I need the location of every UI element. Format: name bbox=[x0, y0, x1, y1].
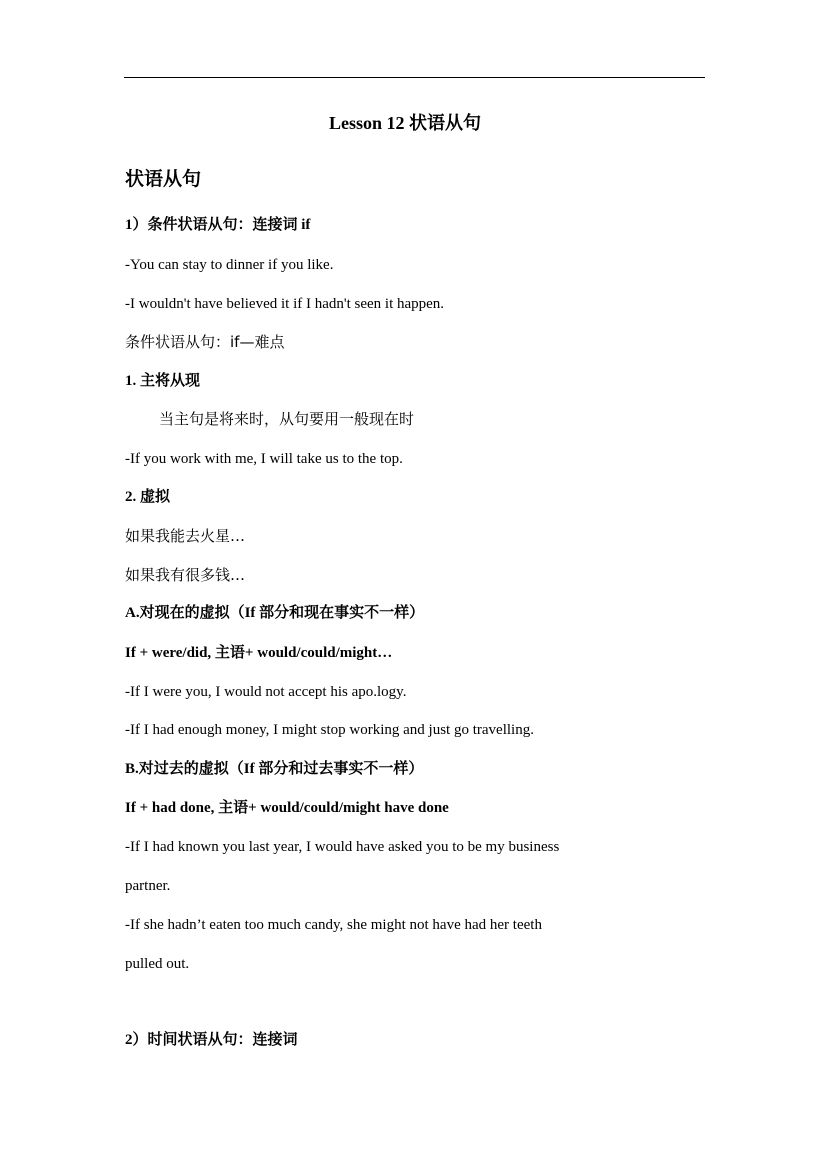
document-title: Lesson 12 状语从句 bbox=[328, 113, 481, 133]
present-subjunctive-heading: A.对现在的虚拟（If 部分和现在事实不一样） bbox=[125, 605, 425, 621]
point2-heading: 2. 虚拟 bbox=[125, 489, 171, 505]
chinese-line: 如果我能去火星… bbox=[125, 527, 246, 545]
point1-explanation: 当主句是将来时，从句要用一般现在时 bbox=[159, 410, 415, 428]
header-rule bbox=[124, 77, 705, 78]
example-line: -You can stay to dinner if you like. bbox=[125, 257, 334, 273]
example-line: -I wouldn't have believed it if I hadn't seen it happen. bbox=[125, 296, 445, 312]
example-line: partner. bbox=[125, 878, 171, 894]
example-line: pulled out. bbox=[125, 956, 190, 972]
example-line: -If she hadn’t eaten too much candy, she might not have had her teeth bbox=[125, 917, 542, 933]
past-subjunctive-heading: B.对过去的虚拟（If 部分和过去事实不一样） bbox=[125, 761, 424, 777]
past-subjunctive-formula: If + had done, 主语+ would/could/might have done bbox=[125, 800, 449, 816]
example-line: -If you work with me, I will take us to the top. bbox=[125, 451, 403, 467]
present-subjunctive-formula: If + were/did, 主语+ would/could/might… bbox=[125, 645, 393, 661]
example-line: -If I had enough money, I might stop working and just go travelling. bbox=[125, 722, 534, 738]
example-line: -If I had known you last year, I would have asked you to be my business bbox=[125, 839, 560, 855]
point1-heading: 1. 主将从现 bbox=[125, 373, 201, 389]
chinese-line: 如果我有很多钱… bbox=[125, 566, 246, 584]
note-line: 条件状语从句：if—难点 bbox=[125, 333, 285, 351]
part1-heading: 1）条件状语从句：连接词 if bbox=[125, 217, 311, 233]
part2-heading: 2）时间状语从句：连接词 bbox=[125, 1032, 298, 1048]
example-line: -If I were you, I would not accept his apo.logy. bbox=[125, 684, 407, 700]
section-heading: 状语从句 bbox=[125, 168, 202, 190]
